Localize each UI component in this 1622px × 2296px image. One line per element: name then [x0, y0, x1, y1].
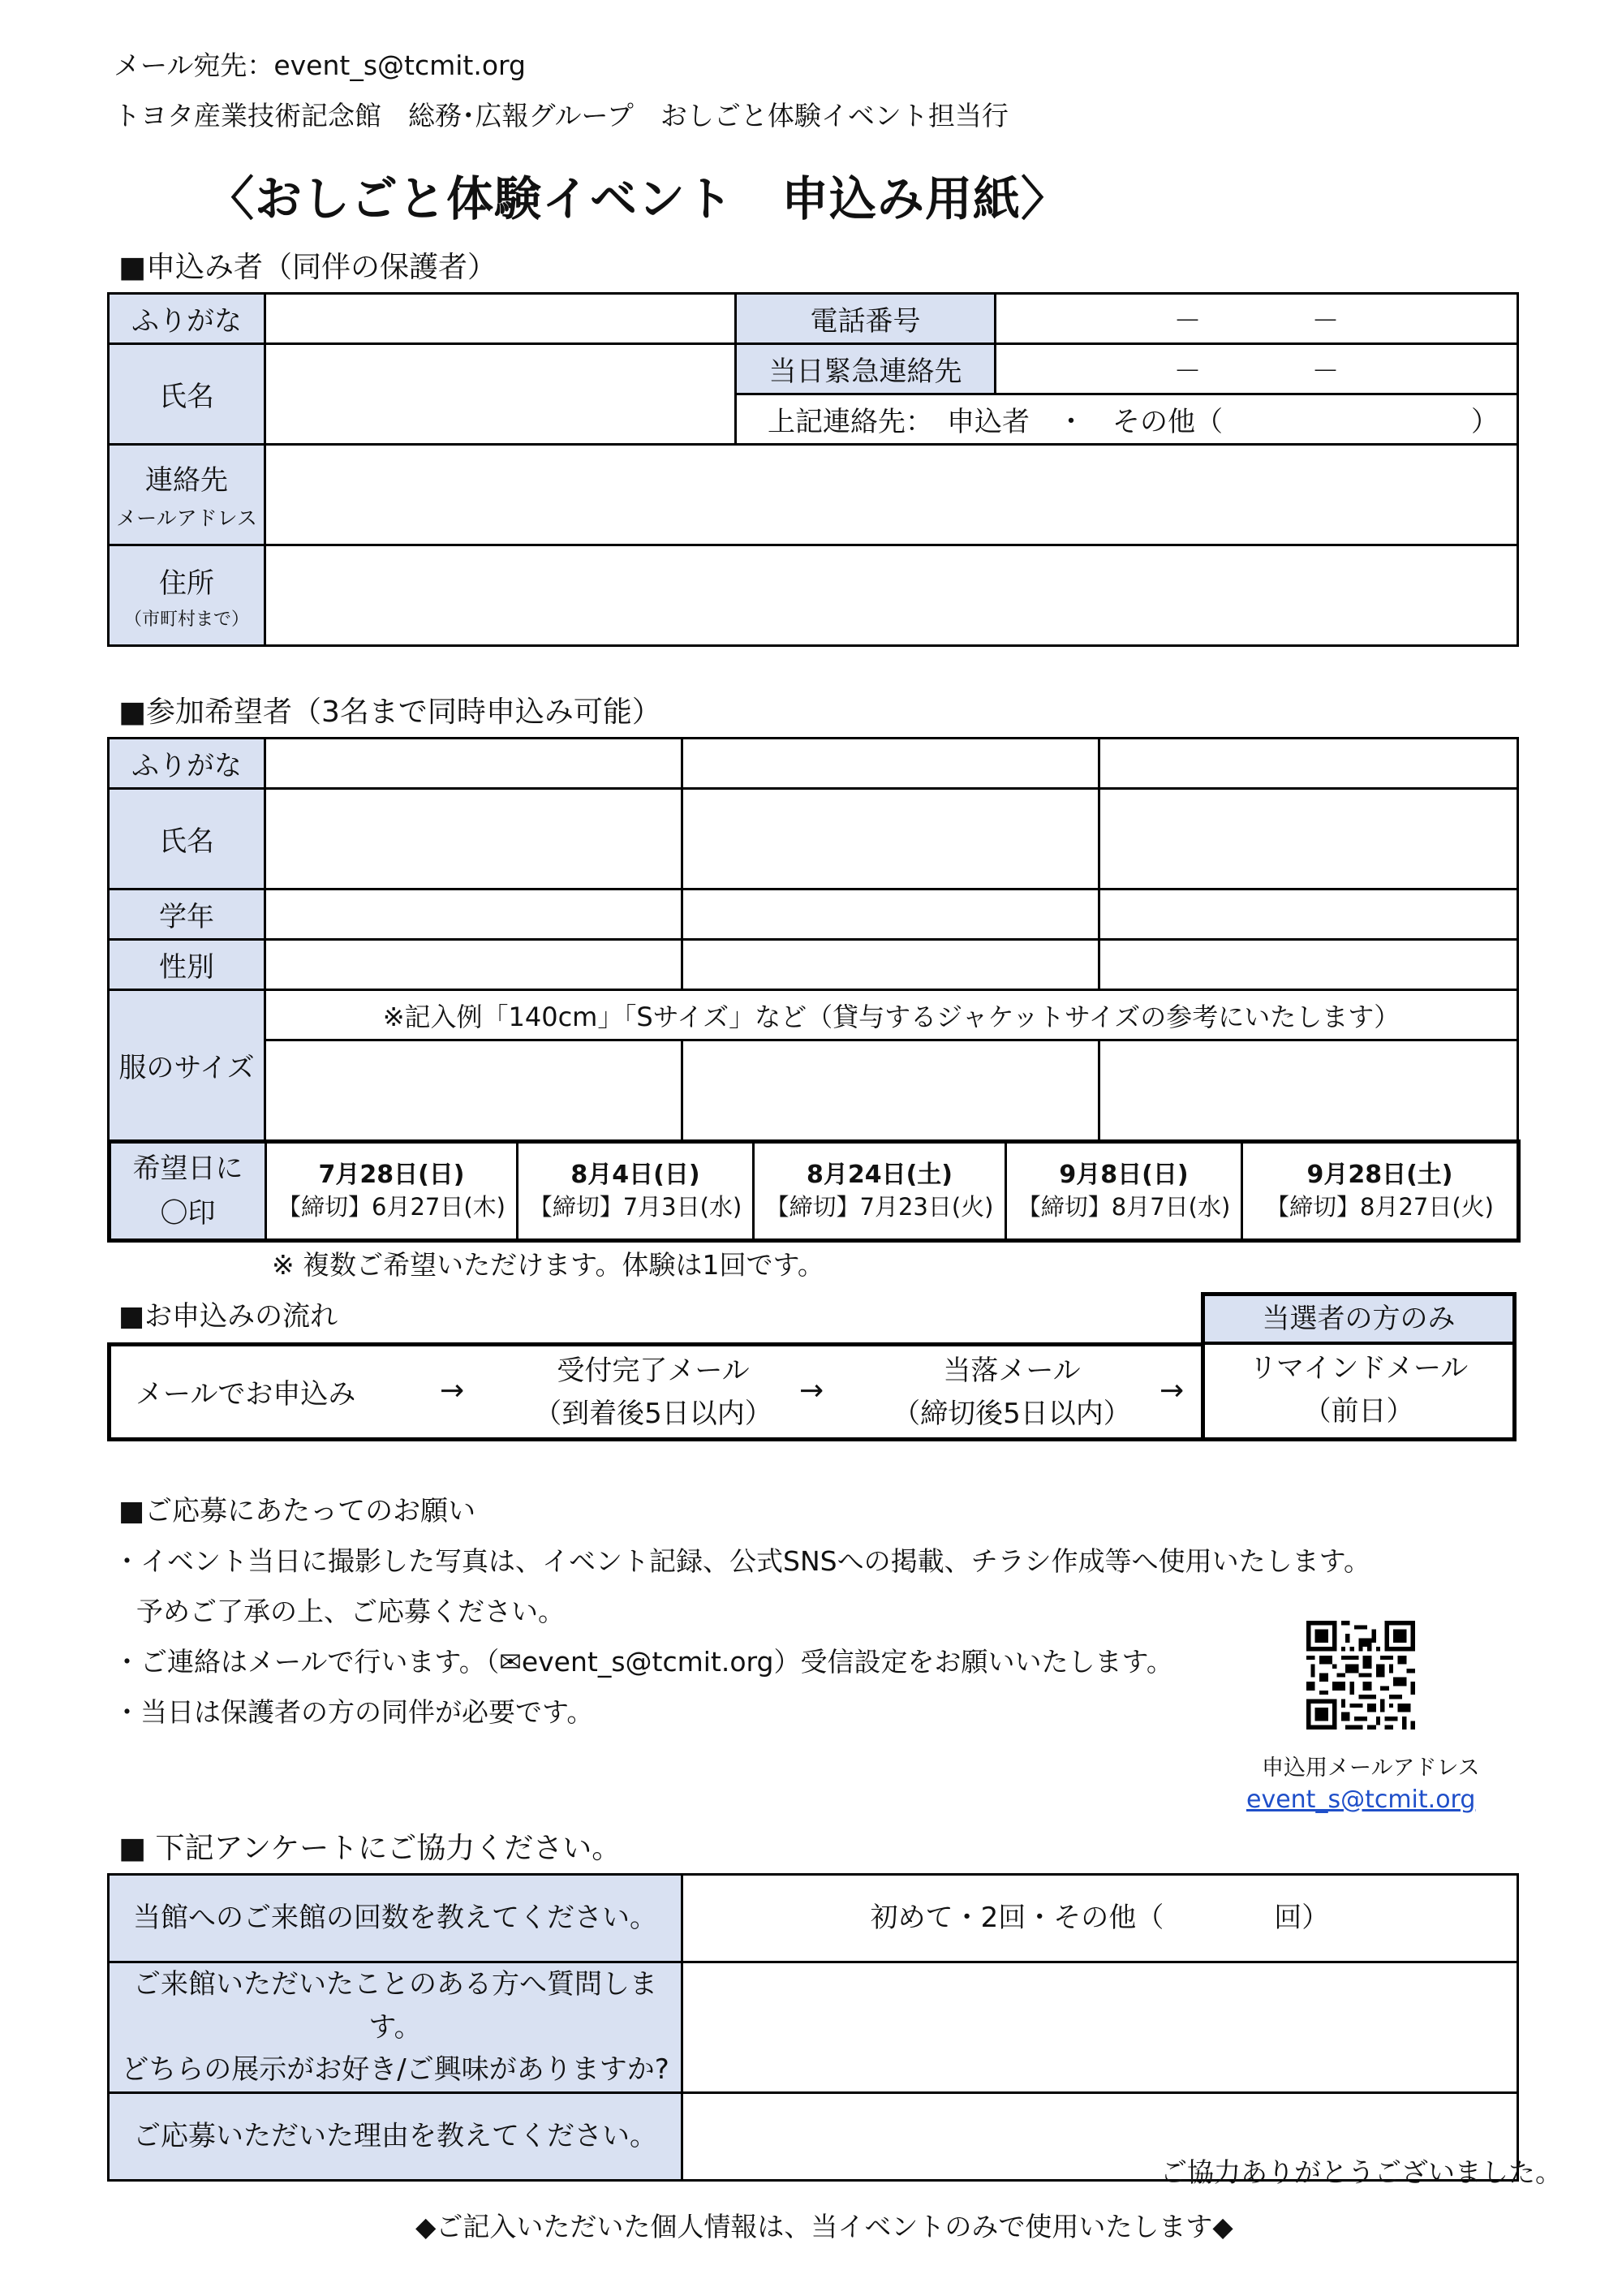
- participant1-grade-field[interactable]: [265, 890, 682, 940]
- date-option-1[interactable]: [266, 1142, 518, 1241]
- applicant-table: [107, 292, 1519, 647]
- participant2-name-field[interactable]: [682, 789, 1099, 890]
- flow-heading: ■お申込みの流れ: [118, 1300, 338, 1333]
- size-example-note: ※記入例「140cm」「Sサイズ」など（貸与するジャケットサイズの参考にいたします）: [265, 990, 1518, 1040]
- flow-step-4-title: リマインドメール: [1249, 1352, 1469, 1385]
- flow-step-4: [1205, 1347, 1512, 1432]
- contact-label-sub: メールアドレス: [116, 506, 257, 530]
- date-option-2[interactable]: [518, 1142, 754, 1241]
- date-5: 9月28日(土): [1306, 1160, 1453, 1189]
- participant-gender-label: 性別: [109, 940, 265, 990]
- applicant-furigana-label: ふりがな: [109, 294, 265, 344]
- date-1: 7月28日(日): [318, 1160, 465, 1189]
- flow-step-2-title: 受付完了メール: [557, 1355, 750, 1387]
- date-option-4[interactable]: [1006, 1142, 1242, 1241]
- address-label-text: 住所: [159, 566, 214, 600]
- dates-label: [110, 1142, 266, 1241]
- applicant-heading: ■申込み者（同伴の保護者）: [118, 251, 497, 284]
- flow-arrow-1: →: [440, 1374, 465, 1407]
- flow-step-1: メールでお申込み: [136, 1378, 356, 1411]
- participant1-name-field[interactable]: [265, 789, 682, 890]
- emergency-contact-field[interactable]: － －: [996, 344, 1518, 394]
- participant-furigana-label: ふりがな: [109, 739, 265, 789]
- deadline-4: 【締切】8月7日(水): [1017, 1193, 1231, 1221]
- participant-name-label: 氏名: [109, 789, 265, 890]
- survey-question-2-line2: どちらの展示がお好き/ご興味がありますか?: [121, 2053, 669, 2087]
- notice-heading: ■ご応募にあたってのお願い: [118, 1495, 476, 1527]
- participant1-furigana-field[interactable]: [265, 739, 682, 789]
- deadline-1: 【締切】6月27日(木): [278, 1193, 506, 1221]
- participant3-grade-field[interactable]: [1099, 890, 1518, 940]
- date-3: 8月24日(土): [806, 1160, 953, 1189]
- flow-arrow-3: →: [1159, 1374, 1185, 1407]
- participant3-gender-field[interactable]: [1099, 940, 1518, 990]
- participant2-gender-field[interactable]: [682, 940, 1099, 990]
- date-4: 9月8日(日): [1059, 1160, 1189, 1189]
- address-field[interactable]: [265, 545, 1518, 646]
- participant1-size-field[interactable]: [265, 1040, 682, 1141]
- dates-label-line2: 〇印: [160, 1196, 216, 1230]
- notice-line-4: ・当日は保護者の方の同伴が必要です。: [114, 1696, 594, 1728]
- flow-step-3-title: 当落メール: [943, 1355, 1081, 1387]
- survey-question-3: ご応募いただいた理由を教えてください。: [109, 2093, 682, 2181]
- participant2-grade-field[interactable]: [682, 890, 1099, 940]
- privacy-note: ◆ご記入いただいた個人情報は、当イベントのみで使用いたします◆: [415, 2211, 1233, 2242]
- address-label: [109, 545, 265, 646]
- qr-caption: 申込用メールアドレス: [1262, 1755, 1480, 1781]
- dates-table: [107, 1139, 1521, 1243]
- deadline-3: 【締切】7月23日(火): [765, 1193, 994, 1221]
- organization-line: トヨタ産業技術記念館 総務･広報グループ おしごと体験イベント担当行: [114, 100, 1009, 131]
- survey-question-2-line1: ご来館いただいたことのある方へ質問します。: [133, 1968, 657, 2044]
- flow-step-3: [858, 1350, 1166, 1435]
- qr-email-link[interactable]: event_s@tcmit.org: [1246, 1786, 1476, 1814]
- date-option-3[interactable]: [754, 1142, 1006, 1241]
- phone-field[interactable]: － －: [996, 294, 1518, 344]
- winners-only-label: 当選者の方のみ: [1205, 1296, 1512, 1345]
- notice-line-3: ・ご連絡はメールで行います。（✉event_s@tcmit.org）受信設定をお願いいたします。: [114, 1646, 1173, 1678]
- survey-answer-2[interactable]: [682, 1962, 1518, 2093]
- dates-label-line1: 希望日に: [132, 1152, 243, 1186]
- deadline-2: 【締切】7月3日(水): [528, 1193, 742, 1221]
- address-label-sub: （市町村まで）: [123, 609, 249, 630]
- survey-question-2: [109, 1962, 682, 2093]
- remind-box: [1201, 1292, 1517, 1441]
- survey-answer-1[interactable]: 初めて・2回・その他（ 回）: [682, 1875, 1518, 1962]
- participant-size-label: 服のサイズ: [109, 990, 265, 1141]
- thanks-text: ご協力ありがとうございました。: [1160, 2156, 1562, 2188]
- contact-email-field[interactable]: [265, 445, 1518, 545]
- notice-line-1: ・イベント当日に撮影した写真は、イベント記録、公式SNSへの掲載、チラシ作成等へ使用いたします。: [114, 1545, 1370, 1577]
- participant1-gender-field[interactable]: [265, 940, 682, 990]
- date-2: 8月4日(日): [570, 1160, 700, 1189]
- flow-step-2: [499, 1350, 807, 1435]
- survey-question-1: 当館へのご来館の回数を教えてください。: [109, 1875, 682, 1962]
- flow-step-4-sub: （前日）: [1303, 1394, 1414, 1428]
- participant-grade-label: 学年: [109, 890, 265, 940]
- survey-table: [107, 1873, 1519, 2182]
- contact-label-text: 連絡先: [145, 464, 228, 497]
- flow-arrow-2: →: [799, 1374, 824, 1407]
- contact-email-label: [109, 445, 265, 545]
- participant2-furigana-field[interactable]: [682, 739, 1099, 789]
- applicant-name-field[interactable]: [265, 344, 736, 445]
- mail-destination: メール宛先：event_s@tcmit.org: [114, 50, 526, 81]
- participants-heading: ■参加希望者（3名まで同時申込み可能）: [118, 696, 661, 729]
- flow-step-2-sub: （到着後5日以内）: [534, 1397, 772, 1430]
- dates-note: ※ 複数ご希望いただけます。体験は1回です。: [272, 1249, 824, 1281]
- contact-choice[interactable]: 上記連絡先： 申込者 ・ その他（ ）: [736, 394, 1518, 445]
- date-option-5[interactable]: [1242, 1142, 1519, 1241]
- participant3-furigana-field[interactable]: [1099, 739, 1518, 789]
- survey-heading: ■ 下記アンケートにご協力ください。: [118, 1832, 622, 1865]
- flow-step-3-sub: （締切後5日以内）: [893, 1397, 1131, 1430]
- applicant-furigana-field[interactable]: [265, 294, 736, 344]
- qr-code-icon: [1306, 1621, 1415, 1730]
- notice-line-2: 予めご了承の上、ご応募ください。: [136, 1596, 565, 1627]
- emergency-contact-label: 当日緊急連絡先: [736, 344, 996, 394]
- participant3-name-field[interactable]: [1099, 789, 1518, 890]
- page-title: 〈おしごと体験イベント 申込み用紙〉: [207, 171, 1069, 226]
- participants-table: [107, 737, 1519, 1142]
- participant2-size-field[interactable]: [682, 1040, 1099, 1141]
- deadline-5: 【締切】8月27日(火): [1266, 1193, 1494, 1221]
- participant3-size-field[interactable]: [1099, 1040, 1518, 1141]
- phone-label: 電話番号: [736, 294, 996, 344]
- flow-box: [107, 1342, 1203, 1441]
- applicant-name-label: 氏名: [109, 344, 265, 445]
